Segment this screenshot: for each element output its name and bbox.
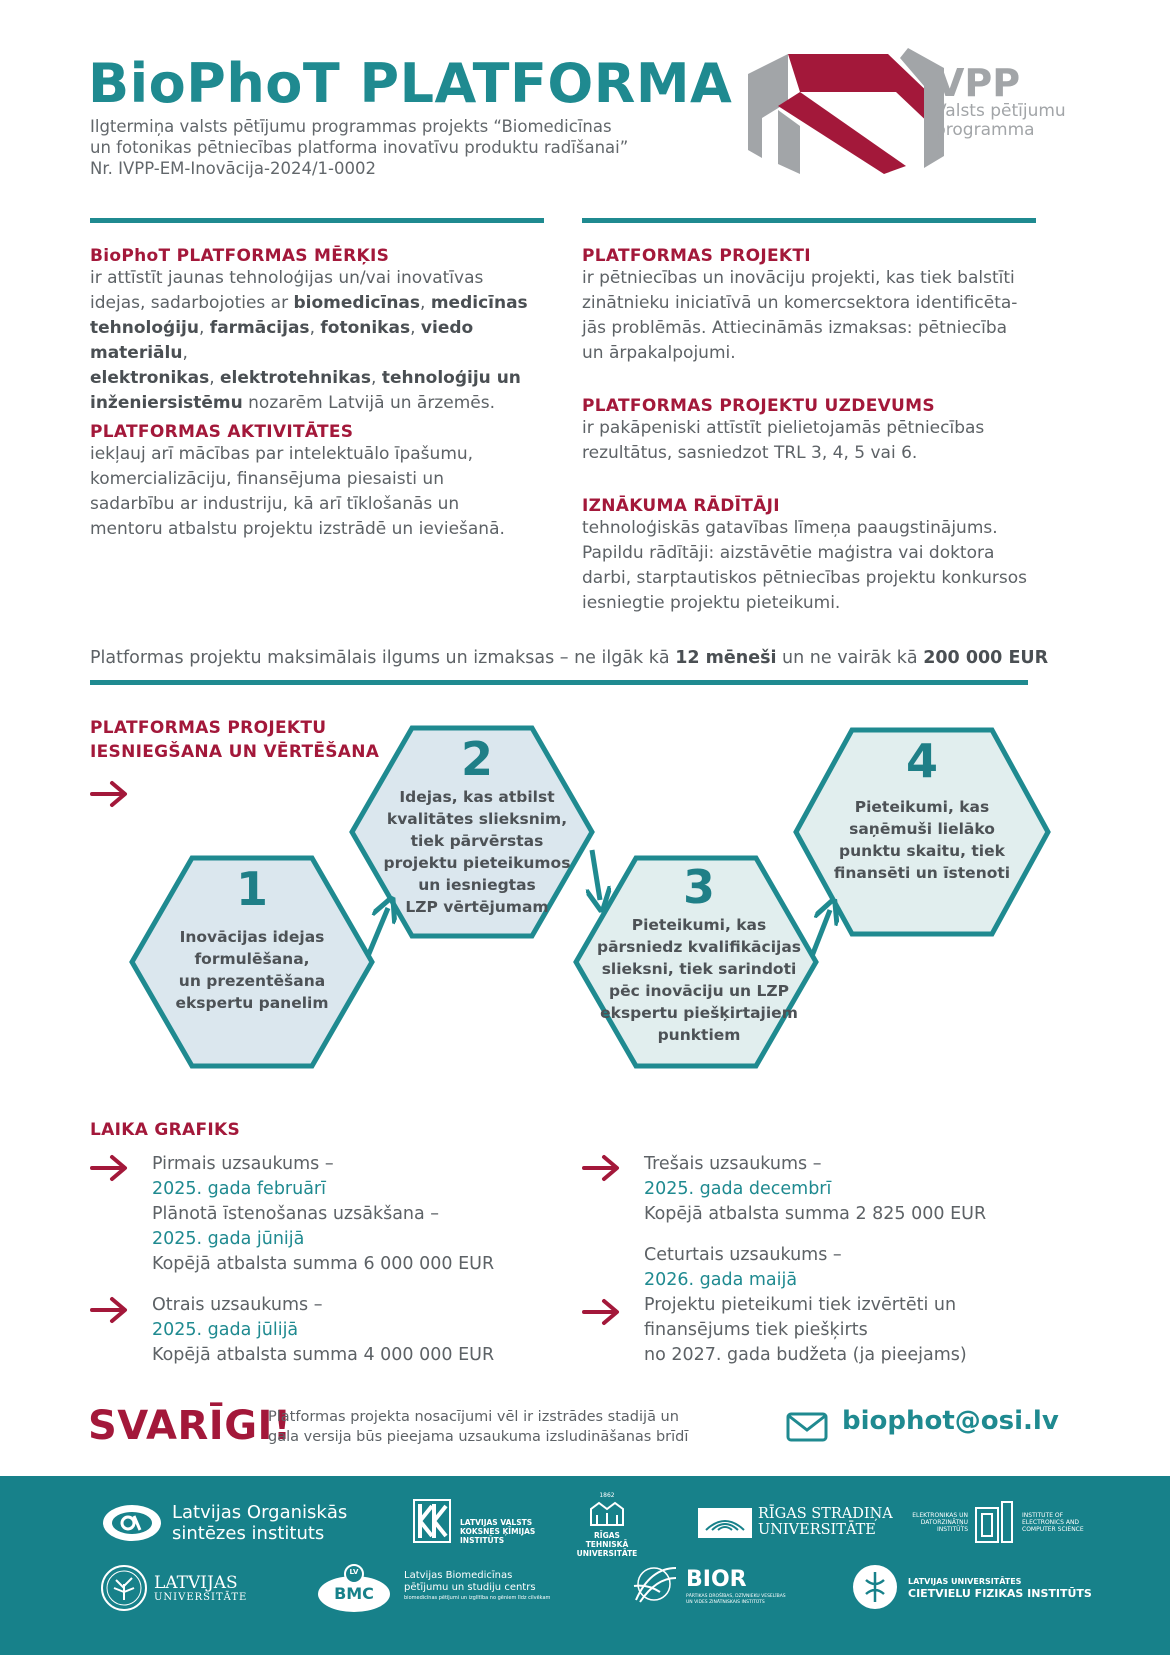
partners-footer bbox=[0, 1476, 1170, 1655]
heading-line: IESNIEGŠANA UN VĒRTĒŠANA bbox=[90, 742, 380, 762]
step-line: formulēšana, bbox=[194, 950, 310, 968]
field-term: farmācijas bbox=[209, 318, 310, 338]
call-label: Ceturtais uzsaukums – bbox=[644, 1245, 842, 1265]
field-term: viedo materiālu bbox=[90, 318, 474, 363]
duration-line bbox=[90, 648, 1048, 668]
max-duration: 12 mēneši bbox=[675, 648, 777, 668]
step-line: kvalitātes slieksnim, bbox=[386, 810, 568, 828]
partner-line: LATVIJAS bbox=[154, 1573, 238, 1593]
start-date: 2025. gada jūnijā bbox=[152, 1229, 305, 1249]
step-line: punktiem bbox=[657, 1026, 741, 1044]
text: idejas, sadarbojoties ar bbox=[90, 293, 294, 313]
partner-line: biomedicīnas pētījumi un izglītība no gēniem līdz cilvēkam bbox=[404, 1595, 551, 1601]
step-line: finansēti un īstenoti bbox=[833, 864, 1011, 882]
step-3 bbox=[596, 860, 802, 1046]
section-heading: PLATFORMAS PROJEKTI bbox=[582, 246, 811, 266]
partner-line: UNIVERSITĀTE bbox=[758, 1522, 876, 1538]
partner-name bbox=[404, 1570, 550, 1602]
divider bbox=[90, 680, 1028, 685]
body-line: sadarbību ar industriju, kā arī tīklošanās un bbox=[90, 494, 460, 514]
page-title: BioPhoT PLATFORMA bbox=[88, 52, 733, 115]
osi-logo-icon bbox=[100, 1502, 164, 1544]
arrow-right-icon bbox=[90, 1154, 130, 1182]
activities-section bbox=[90, 422, 570, 542]
text: , bbox=[410, 318, 421, 338]
bior-name: BIOR bbox=[686, 1567, 747, 1592]
step-text bbox=[172, 926, 332, 1014]
body-line: darbi, starptautiskos pētniecības projektu konkursos bbox=[582, 568, 1027, 588]
important-note bbox=[268, 1407, 708, 1447]
bior-logo-icon bbox=[630, 1562, 680, 1608]
partner-name bbox=[154, 1574, 247, 1604]
call-total: Kopējā atbalsta summa 2 825 000 EUR bbox=[644, 1204, 987, 1224]
vpp-wordmark bbox=[935, 61, 1066, 140]
step-2 bbox=[382, 732, 572, 918]
step-text bbox=[382, 786, 572, 918]
step-line: Pieteikumi, kas bbox=[854, 798, 990, 816]
cfi-logo-icon bbox=[852, 1564, 898, 1610]
call-date: 2025. gada decembrī bbox=[644, 1179, 832, 1199]
partner-rtu bbox=[574, 1492, 640, 1558]
divider bbox=[582, 218, 1036, 223]
step-line: LZP vērtējumam bbox=[405, 898, 549, 916]
partner-line: INSTITUTE OF bbox=[1022, 1512, 1064, 1519]
vpp-logo-icon bbox=[748, 46, 948, 174]
body-line: ir pētniecības un inovāciju projekti, kas tiek balstīti bbox=[582, 268, 1015, 288]
call-line: finansējums tiek piešķirts bbox=[644, 1320, 868, 1340]
partner-line: UNIVERSITĀTE bbox=[576, 1549, 638, 1558]
step-line: pārsniedz kvalifikācijas bbox=[596, 938, 802, 956]
body-line: tehnoloģiskās gatavības līmeņa paaugstinājums. bbox=[582, 518, 998, 538]
step-number: 3 bbox=[682, 860, 715, 914]
body-line: mentoru atbalstu projektu izstrādē un ieviešanā. bbox=[90, 519, 505, 539]
text: , bbox=[309, 318, 321, 338]
partner-line: pētījumu un studiju centrs bbox=[404, 1582, 536, 1593]
section-heading: IZNĀKUMA RĀDĪTĀJI bbox=[582, 496, 780, 516]
section-body bbox=[582, 516, 1102, 616]
step-line: un prezentēšana bbox=[178, 972, 326, 990]
partner-line: RĪGAS STRADIŅA bbox=[758, 1506, 893, 1522]
step-line: un iesniegtas bbox=[418, 876, 536, 894]
partner-line: Latvijas Biomedicīnas bbox=[404, 1570, 513, 1581]
section-heading: PLATFORMAS AKTIVITĀTES bbox=[90, 422, 354, 442]
partner-line: LATVIJAS UNIVERSITĀTES bbox=[908, 1577, 1022, 1586]
schedule-call-3 bbox=[644, 1152, 1064, 1227]
schedule-call-4 bbox=[644, 1243, 1064, 1368]
step-line: saņēmuši lielāko bbox=[849, 820, 995, 838]
text: , bbox=[209, 368, 221, 388]
partner-line: INSTITŪTS bbox=[936, 1526, 968, 1533]
kki-logo-icon bbox=[412, 1498, 452, 1544]
lu-seal-icon bbox=[100, 1564, 148, 1612]
heading-line: PLATFORMAS PROJEKTU bbox=[90, 718, 327, 738]
text: Platformas projektu maksimālais ilgums un izmaksas – ne ilgāk kā bbox=[90, 648, 676, 668]
body-line bbox=[90, 366, 570, 391]
projects-section bbox=[582, 246, 1082, 366]
step-number: 2 bbox=[460, 732, 493, 786]
partner-line: PĀRTIKAS DROŠĪBAS, DZĪVNIEKU VESELĪBAS bbox=[686, 1594, 786, 1599]
partner-name-en bbox=[1022, 1512, 1084, 1533]
partner-line: sintēzes instituts bbox=[172, 1523, 325, 1544]
flow-arrow bbox=[812, 910, 830, 956]
step-line: Idejas, kas atbilst bbox=[399, 788, 555, 806]
step-line: ekspertu piešķirtajiem bbox=[600, 1004, 798, 1022]
body-line: iesniegtie projektu pieteikumi. bbox=[582, 593, 841, 613]
section-body bbox=[582, 266, 1082, 366]
step-line: slieksni, tiek sarindoti bbox=[601, 960, 797, 978]
subtitle-line: Nr. IVPP-EM-Inovācija-2024/1-0002 bbox=[90, 159, 376, 178]
body-line bbox=[90, 291, 570, 316]
body-line: jās problēmās. Attiecināmās izmaksas: pētniecība bbox=[582, 318, 1008, 338]
call-label: Pirmais uzsaukums – bbox=[152, 1154, 334, 1174]
partner-line: ELEKTRONIKAS UN bbox=[912, 1512, 968, 1519]
step-text bbox=[827, 796, 1017, 884]
body-line: zinātnieku iniciatīvā un komercsektora identificēta- bbox=[582, 293, 1018, 313]
partner-name bbox=[758, 1506, 893, 1538]
project-subtitle bbox=[90, 116, 650, 179]
partner-line: UNIVERSITĀTE bbox=[154, 1592, 248, 1603]
rsu-logo-icon bbox=[698, 1508, 752, 1538]
partner-line: ELECTRONICS AND bbox=[1022, 1519, 1080, 1526]
text: un ne vairāk kā bbox=[776, 648, 924, 668]
partner-name bbox=[172, 1502, 347, 1544]
partner-line: CIETVIELU FIZIKAS INSTITŪTS bbox=[908, 1587, 1092, 1600]
indicators-section bbox=[582, 496, 1102, 616]
step-4 bbox=[827, 734, 1017, 884]
note-line: Platformas projekta nosacījumi vēl ir izstrādes stadijā un bbox=[268, 1409, 679, 1425]
body-line bbox=[90, 316, 570, 366]
text: , bbox=[198, 318, 210, 338]
body-line bbox=[90, 391, 570, 416]
step-line: pēc inovāciju un LZP bbox=[609, 982, 789, 1000]
contact-email-link[interactable]: biophot@osi.lv bbox=[842, 1406, 1059, 1436]
edi-logo-icon bbox=[974, 1500, 1016, 1544]
field-term: inženiersistēmu bbox=[90, 393, 243, 413]
bmc-badge-top: LV bbox=[349, 1568, 359, 1576]
body-line bbox=[90, 266, 570, 291]
vpp-line: Valsts pētījumu bbox=[935, 101, 1066, 121]
partner-line: UN VIDES ZINĀTNISKAIS INSTITŪTS bbox=[686, 1600, 765, 1605]
step-line: tiek pārvērstas bbox=[410, 832, 544, 850]
body-line: iekļauj arī mācības par intelektuālo īpašumu, bbox=[90, 444, 474, 464]
note-line: gala versija būs pieejama uzsaukuma izsludināšanas brīdī bbox=[268, 1429, 689, 1445]
partner-line: KOKSNES ĶĪMIJAS bbox=[460, 1527, 536, 1536]
step-line: ekspertu panelim bbox=[175, 994, 329, 1012]
call-date: 2026. gada maijā bbox=[644, 1270, 798, 1290]
partner-line: LATVIJAS VALSTS bbox=[460, 1518, 533, 1527]
step-number: 4 bbox=[905, 734, 938, 788]
body-line: Papildu rādītāji: aizstāvētie maģistra vai doktora bbox=[582, 543, 995, 563]
call-line: Projektu pieteikumi tiek izvērtēti un bbox=[644, 1295, 957, 1315]
goal-section bbox=[90, 246, 570, 416]
field-term: medicīnas bbox=[430, 293, 528, 313]
step-line: Pieteikumi, kas bbox=[631, 916, 767, 934]
bmc-badge-label: BMC bbox=[334, 1584, 374, 1603]
subtitle-line: Ilgtermiņa valsts pētījumu programmas projekts “Biomedicīnas bbox=[90, 117, 612, 136]
field-term: tehnoloģiju bbox=[90, 318, 199, 338]
field-term: tehnoloģiju un bbox=[381, 368, 521, 388]
subtitle-line: un fotonikas pētniecības platforma inovatīvu produktu radīšanai” bbox=[90, 138, 629, 157]
envelope-icon bbox=[786, 1412, 828, 1442]
step-line: Inovācijas idejas bbox=[179, 928, 325, 946]
body-line: ir pakāpeniski attīstīt pielietojamās pētniecības bbox=[582, 418, 985, 438]
section-heading: PLATFORMAS PROJEKTU UZDEVUMS bbox=[582, 396, 935, 416]
call-total: Kopējā atbalsta summa 4 000 000 EUR bbox=[152, 1345, 495, 1365]
section-body bbox=[90, 442, 570, 542]
text: , bbox=[371, 368, 382, 388]
partner-year: 1862 bbox=[599, 1492, 615, 1499]
arrow-right-icon bbox=[582, 1298, 622, 1326]
text: , bbox=[182, 343, 188, 363]
step-line: projektu pieteikumos bbox=[383, 854, 571, 872]
call-line: no 2027. gada budžeta (ja pieejams) bbox=[644, 1345, 967, 1365]
rtu-crest-icon bbox=[587, 1499, 627, 1527]
step-line: punktu skaitu, tiek bbox=[839, 842, 1005, 860]
partner-line: DATORZINĀTŅU bbox=[920, 1519, 968, 1526]
divider bbox=[90, 218, 544, 223]
step-number: 1 bbox=[235, 862, 268, 916]
body-line: komercializāciju, finansējuma piesaisti un bbox=[90, 469, 444, 489]
call-label: Trešais uzsaukums – bbox=[644, 1154, 822, 1174]
body-line: rezultātus, sasniedzot TRL 3, 4, 5 vai 6. bbox=[582, 443, 918, 463]
step-1 bbox=[172, 862, 332, 1014]
call-date: 2025. gada februārī bbox=[152, 1179, 326, 1199]
partner-line: INSTITŪTS bbox=[460, 1536, 505, 1545]
partner-line: RĪGAS TEHNISKĀ bbox=[585, 1531, 629, 1549]
schedule-heading: LAIKA GRAFIKS bbox=[90, 1120, 241, 1140]
call-date: 2025. gada jūlijā bbox=[152, 1320, 299, 1340]
partner-name bbox=[908, 1576, 1092, 1600]
arrow-right-icon bbox=[582, 1154, 622, 1182]
call-total: Kopējā atbalsta summa 6 000 000 EUR bbox=[152, 1254, 495, 1274]
section-body bbox=[90, 266, 570, 416]
field-term: elektrotehnikas bbox=[220, 368, 371, 388]
call-label: Otrais uzsaukums – bbox=[152, 1295, 323, 1315]
partner-name bbox=[912, 1512, 968, 1533]
partner-name bbox=[686, 1594, 826, 1606]
start-label: Plānotā īstenošanas uzsākšana – bbox=[152, 1204, 440, 1224]
partner-line: Latvijas Organiskās bbox=[172, 1502, 348, 1523]
partner-name bbox=[460, 1518, 535, 1545]
text: nozarēm Latvijā un ārzemēs. bbox=[242, 393, 495, 413]
task-section bbox=[582, 396, 1082, 466]
partner-line: COMPUTER SCIENCE bbox=[1022, 1526, 1084, 1533]
text: ir attīstīt jaunas tehnoloģijas un/vai inovatīvas bbox=[90, 268, 484, 288]
step-text bbox=[596, 914, 802, 1046]
important-label: SVARĪGI! bbox=[88, 1403, 292, 1449]
section-body bbox=[582, 416, 1082, 466]
field-term: biomedicīnas bbox=[293, 293, 421, 313]
text: , bbox=[420, 293, 431, 313]
field-term: elektronikas bbox=[90, 368, 210, 388]
body-line: un ārpakalpojumi. bbox=[582, 343, 736, 363]
section-heading: BioPhoT PLATFORMAS MĒRĶIS bbox=[90, 246, 390, 266]
arrow-right-icon bbox=[90, 1296, 130, 1324]
schedule-call-2 bbox=[152, 1293, 552, 1368]
vpp-abbr: VPP bbox=[935, 61, 1021, 105]
max-cost: 200 000 EUR bbox=[923, 648, 1049, 668]
vpp-line: programma bbox=[935, 120, 1035, 140]
field-term: fotonikas bbox=[320, 318, 411, 338]
schedule-call-1 bbox=[152, 1152, 552, 1277]
